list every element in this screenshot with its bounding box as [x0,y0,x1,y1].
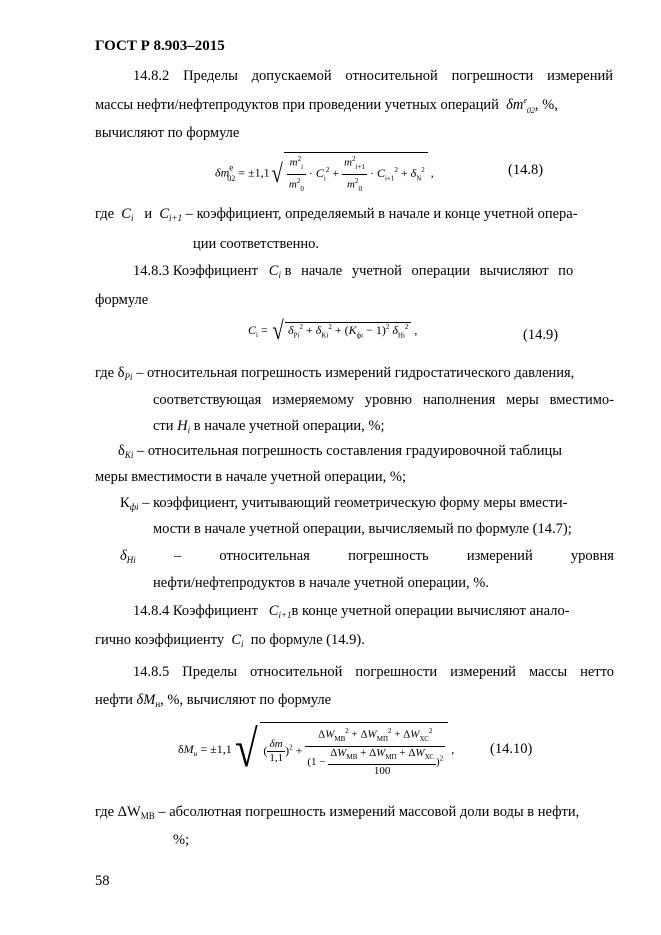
document-header: ГОСТ Р 8.903–2015 [95,38,225,54]
para-14-8-2-line2 [95,96,615,115]
para-text: , %, вычисляют по формуле [160,692,332,708]
k-symbol: К [120,495,130,511]
where-label: где [95,206,115,222]
where-label: где ΔW [95,804,141,820]
where-text: – относительная погрешность составления градуировочной таблицы [133,443,562,459]
where-label: где δ [95,365,125,381]
word: погрешность [348,548,429,564]
delta-symbol: δ [120,548,127,564]
where-line-10 [120,548,614,565]
and-word: и [144,206,153,222]
where-text: – коэффициент, определяемый в начале и конце учетной опера- [185,206,578,222]
para-text: 14.8.3 Коэффициент [133,263,258,279]
para-14-8-2-line1: 14.8.2 Пределы допускаемой относительной погрешности измерений [133,68,613,84]
para-text: массы нефти/нефтепродуктов при проведении учетных операций [95,96,499,113]
para-14-8-4-line2 [95,632,365,649]
para-text: нефти [95,692,133,708]
para-text: гично коэффициенту [95,632,225,648]
para-14-8-5-line1: 14.8.5 Пределы относительной погрешности измерений массы нетто [133,664,614,680]
where-line-9: мости в начале учетной операции, вычисляемый по формуле (14.7); [153,521,572,537]
equation-14-9: $C_i$ = √ $\delta_{Pi}^2 + \delta_{Ki}^2 + (K_{фi} - 1)^2$ $\delta_{Hi}^2$ , [248,316,418,345]
subscript: МВ [140,811,155,821]
where-text: – коэффициент, учитывающий геометрическую форму меры вмести- [138,495,568,511]
page-number: 58 [95,873,110,889]
delta-m-symbol: $\delta M_н$ [136,692,161,709]
subscript: Pi [124,372,133,382]
para-14-8-3-line2: формуле [95,292,149,308]
para-14-8-4-line1 [133,603,615,620]
dash: – [173,548,182,564]
h-symbol: H [177,418,188,434]
delta-m02-symbol: $\delta m^e_{02}$ [502,96,535,115]
para-14-8-2-line3: вычисляют по формуле [95,125,240,141]
para-text: 14.8.4 Коэффициент [133,603,258,619]
where-line-4: соответствующая измеряемому уровню наполнения меры вместимо- [153,392,614,408]
where-line-8 [120,495,568,512]
where-line-2: ции соответственно. [193,236,320,252]
where-line-6 [118,443,562,460]
para-text: в конце учетной операции вычисляют анало- [291,603,570,619]
where-line-7: меры вместимости в начале учетной операции, %; [95,469,406,485]
equation-number: (14.8) [508,162,544,178]
equation-14-8: $\delta m^e_{02} = \pm 1,1√$ $\frac{m^2_i}{m^2_0}$ · $C_i^2$ + $\frac{m^2_{i+1}}{m^2_0}$ · $C_{i+1}^2 + \delta_N^2$ , [215,152,434,196]
equation-14-10: $\delta M_н = \pm 1,1√$ ( $\frac{\delta m}{1,1}$ )$^2$ + $\Delta W_{МВ}^2 + \Delta W_{МП}^2 + \Delta W_{ХС}^2$ (1 − $\frac{\Delta W_{МВ} + \Delta W_{МП} + \Delta W_{ХС}}{100}$ )$^2$ , [178,721,455,779]
subscript: фi [129,502,139,512]
c-i1-symbol: $C_{i+1}$ [268,603,292,620]
para-14-8-3-line1 [133,263,615,280]
word: измерений [466,548,533,564]
where-text: – относительная погрешность измерений гидростатического давления, [132,365,575,381]
where-line-1 [95,206,578,223]
where-text: – абсолютная погрешность измерений массовой доли воды в нефти, [154,804,580,820]
where-text: сти [153,418,178,434]
where-line-11: нефти/нефтепродуктов в начале учетной операции, %. [153,575,489,591]
where-line-13: %; [173,832,190,848]
equation-number: (14.9) [523,327,559,343]
where-line-12 [95,804,579,821]
subscript: Hi [126,555,136,565]
equation-number: (14.10) [490,741,533,757]
where-line-5 [153,418,385,435]
delta-symbol: δ [118,443,125,459]
para-14-8-5-line2 [95,692,331,709]
where-line-3 [95,365,574,382]
delta-h-symbol [120,548,136,565]
c-i-symbol: $C_i$ [121,206,134,223]
c-i-symbol: $C_i$ [231,632,244,649]
where-text: в начале учетной операции, %; [190,418,385,434]
c-i-symbol: $C_i$ [268,263,281,280]
word: относительная [219,548,310,564]
para-text: в начале учетной операции вычисляют по [284,263,574,279]
c-i1-symbol: $C_{i+1}$ [159,206,183,223]
subscript: Ki [124,450,134,460]
para-text: по формуле (14.9). [250,632,365,648]
word: уровня [570,548,614,564]
para-text: , %, [534,96,558,113]
subscript: i [187,425,191,435]
